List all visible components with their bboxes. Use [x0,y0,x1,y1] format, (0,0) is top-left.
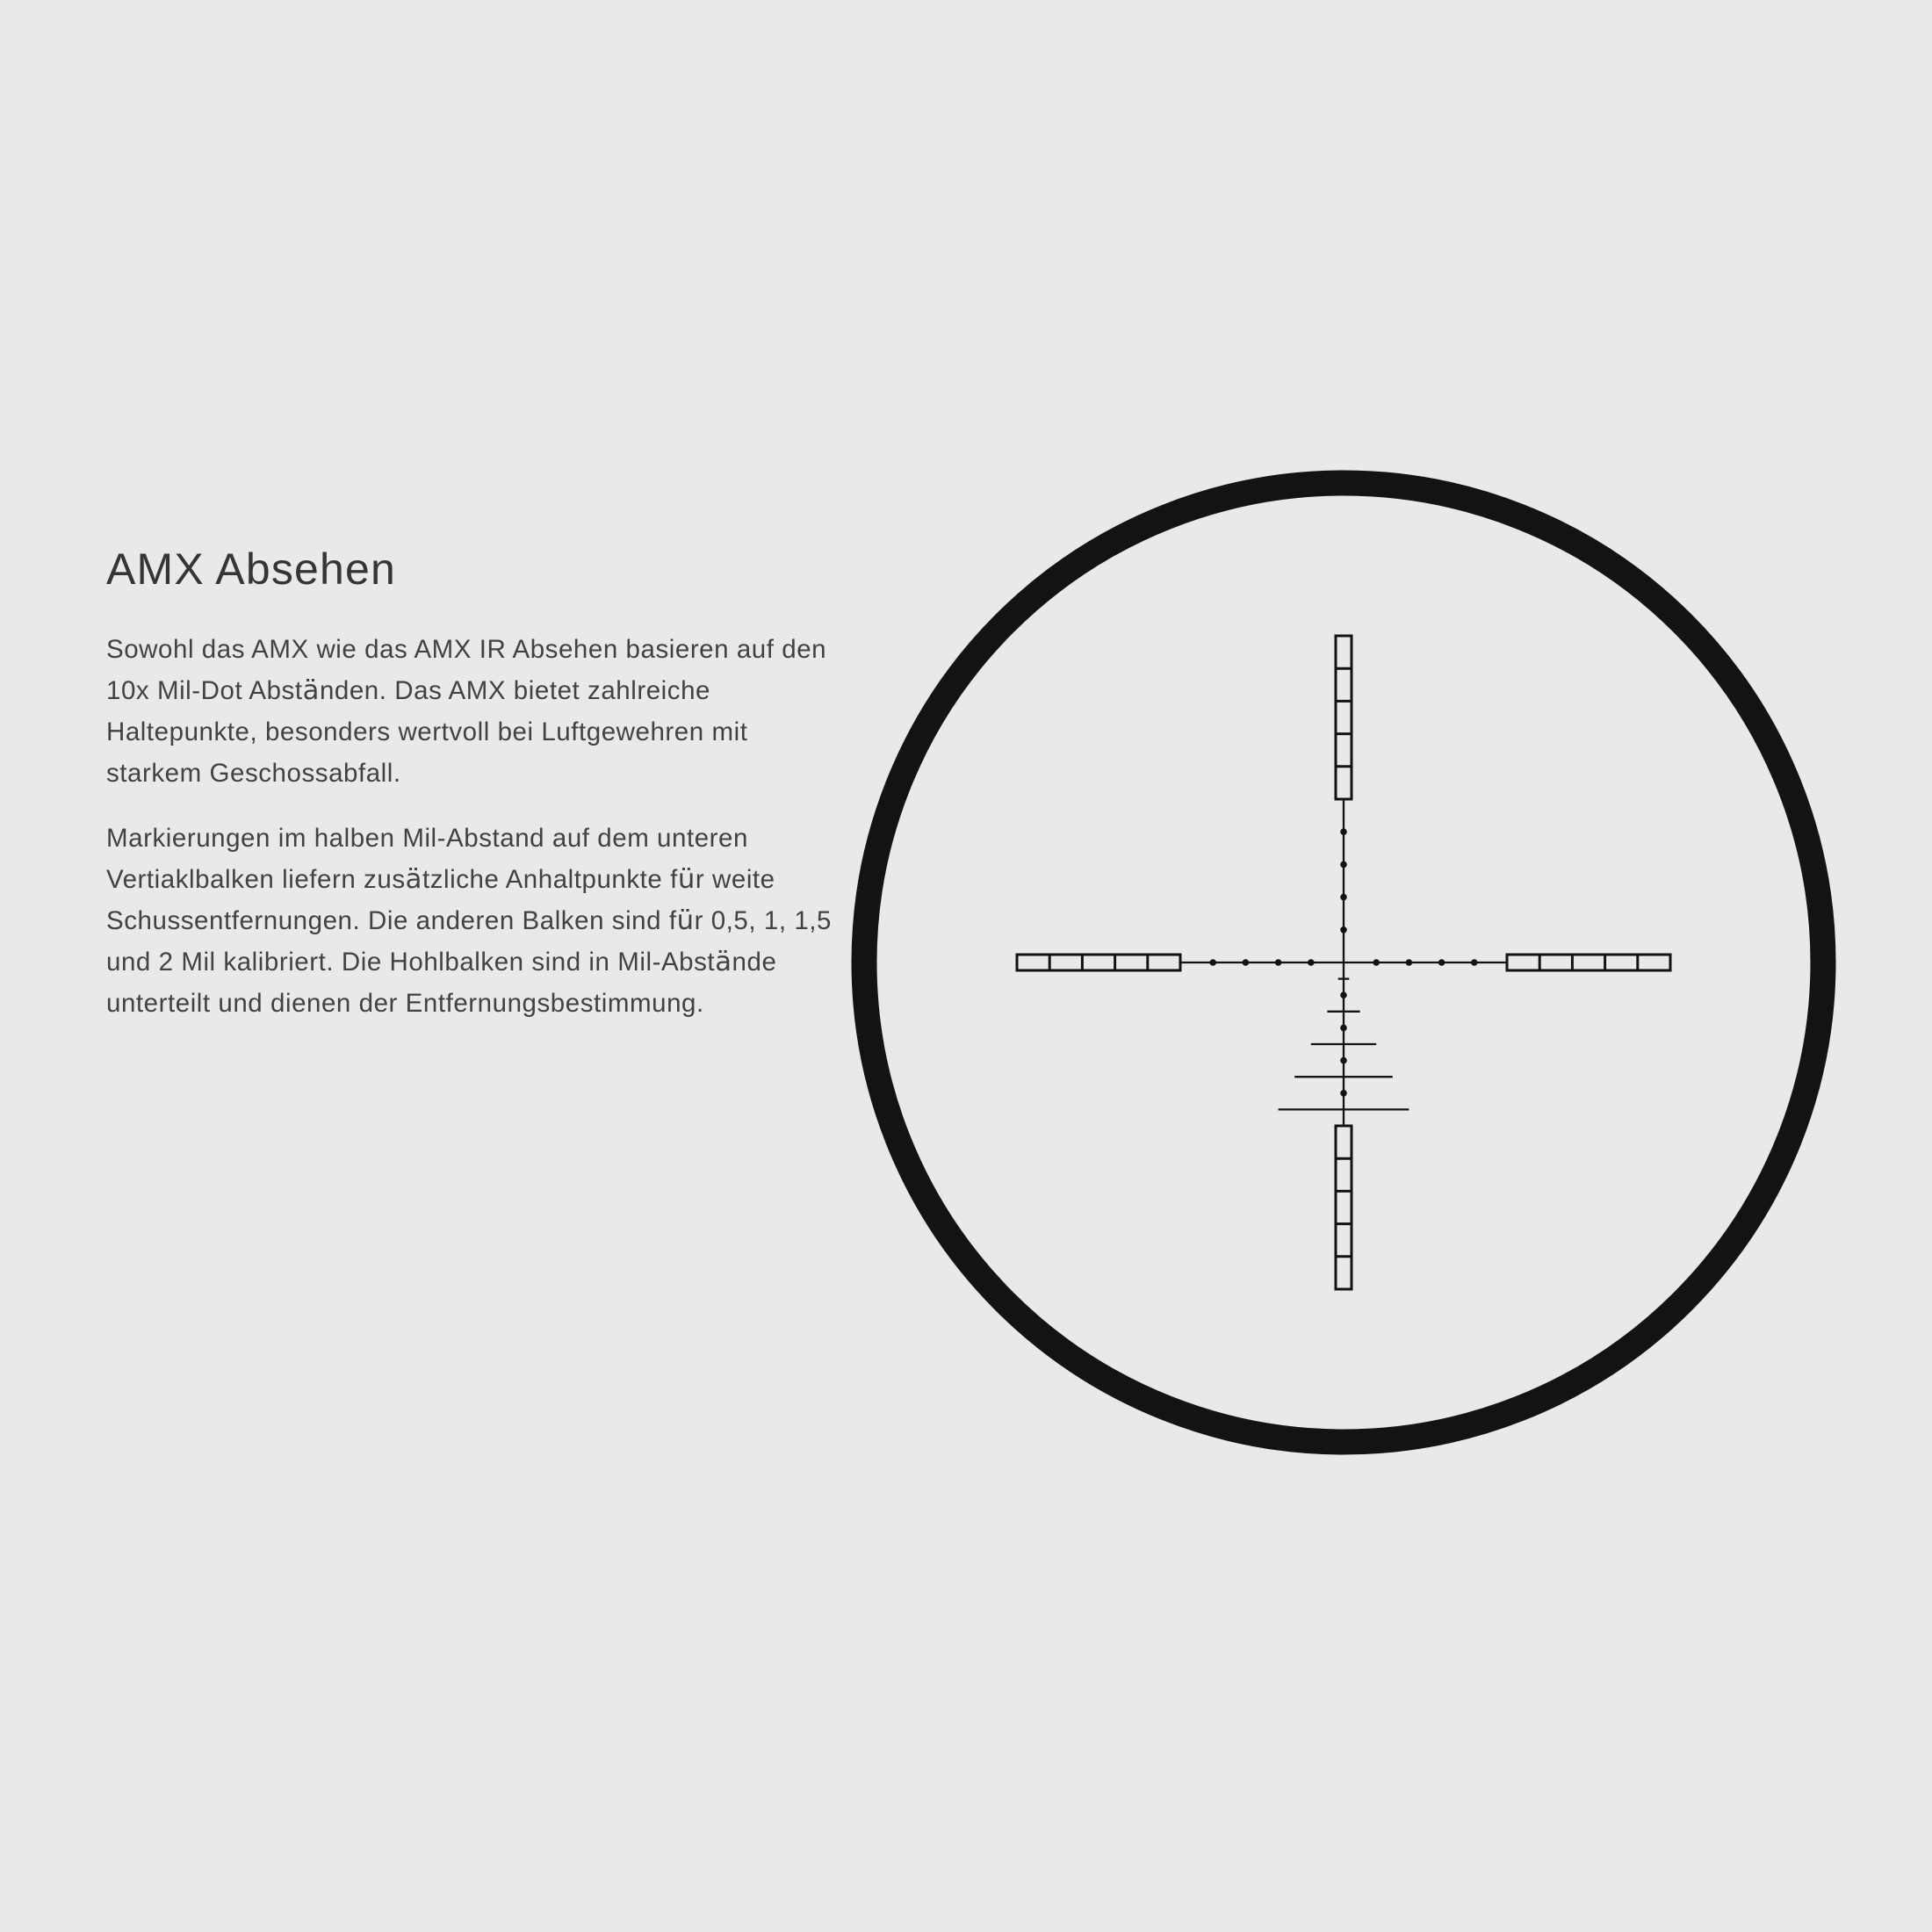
mil-dot-up [1340,926,1347,934]
mil-dot-left [1209,959,1216,966]
text-line: unterteilt und dienen der Entfernungsbestimmung. [106,989,704,1018]
mil-dot-down [1340,1057,1347,1064]
text-line: und 2 Mil kalibriert. Die Hohlbalken sind in Mil-Abstände [106,947,777,977]
left-hollow-bar [1017,955,1180,970]
mil-dot-left [1308,959,1315,966]
mil-dot-left [1275,959,1282,966]
text-line: Sowohl das AMX wie das AMX IR Absehen basieren auf den [106,635,827,664]
mil-dot-up [1340,894,1347,901]
mil-dot-up [1340,828,1347,835]
bottom-hollow-bar [1336,1126,1352,1289]
text-line: starkem Geschossabfall. [106,759,401,788]
mil-dot-right [1406,959,1413,966]
mil-dot-right [1438,959,1445,966]
right-hollow-bar [1507,955,1670,970]
text-line: Schussentfernungen. Die anderen Balken sind für 0,5, 1, 1,5 [106,905,832,936]
section-title: AMX Absehen [106,544,397,594]
text-line: 10x Mil-Dot Abständen. Das AMX bietet zahlreiche [106,675,710,706]
mil-dot-left [1243,959,1250,966]
mil-dot-down [1340,1025,1347,1032]
mil-dot-up [1340,861,1347,869]
text-line: Vertiaklbalken liefern zusätzliche Anhaltpunkte für weite [106,864,775,895]
text-line: Haltepunkte, besonders wertvoll bei Luftgewehren mit [106,717,748,746]
text-line: Markierungen im halben Mil-Abstand auf dem unteren [106,824,748,853]
top-hollow-bar [1336,636,1352,799]
mil-dot-right [1373,959,1380,966]
mil-dot-down [1340,1090,1347,1097]
mil-dot-down [1340,991,1347,998]
mil-dot-right [1471,959,1478,966]
